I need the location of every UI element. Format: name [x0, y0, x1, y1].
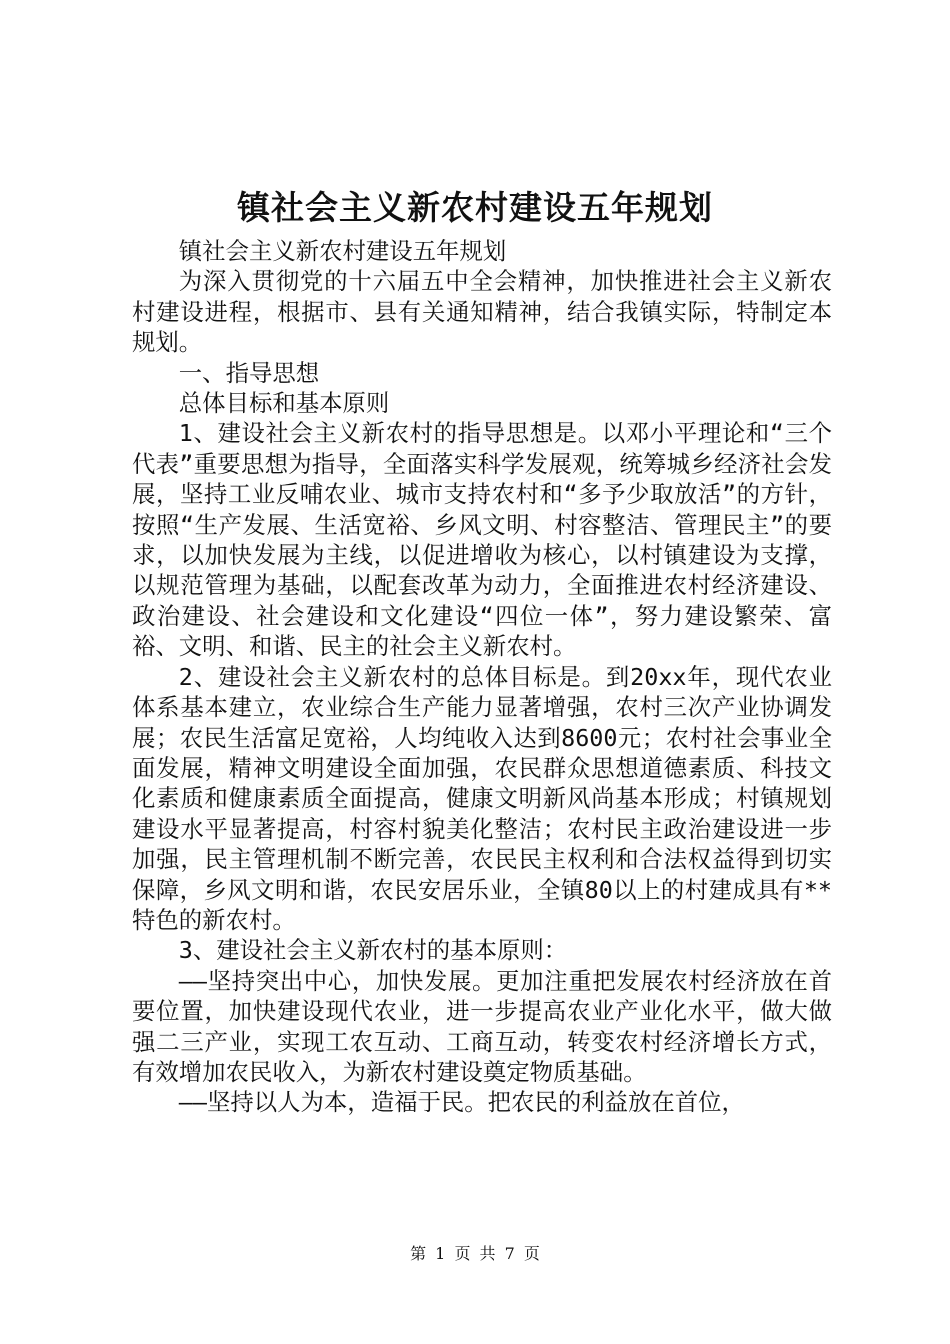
paragraph-basic-principles-heading: 3、建设社会主义新农村的基本原则： — [178, 936, 568, 965]
paragraph-subtitle: 镇社会主义新农村建设五年规划 — [178, 237, 507, 265]
section-subheading-goals-principles: 总体目标和基本原则 — [178, 389, 390, 418]
paragraph-principle-people: ——坚持以人为本，造福于民。把农民的利益放在首位， — [178, 1088, 745, 1117]
paragraph-principle-development: ——坚持突出中心，加快发展。更加注重把发展农村经济放在首要位置，加快建设现代农业，进一步提高农业产业化水平，做大做强二三产业，实现工农互动、工商互动，转变农村经济增长方式，有效增加农民收入，为新农村建设奠定物质基础。 — [132, 966, 832, 1086]
document-body — [132, 236, 832, 1118]
paragraph-intro: 为深入贯彻党的十六届五中全会精神，加快推进社会主义新农村建设进程，根据市、县有关通知精神，结合我镇实际，特制定本规划。 — [132, 267, 832, 357]
page-number-footer: 第 1 页 共 7 页 — [410, 1244, 540, 1263]
document-title: 镇社会主义新农村建设五年规划 — [237, 188, 713, 227]
paragraph-guiding-ideology: 1、建设社会主义新农村的指导思想是。以邓小平理论和“三个代表”重要思想为指导，全面落实科学发展观，统筹城乡经济社会发展，坚持工业反哺农业、城市支持农村和“多予少取放活”的方针，按照“生产发展、生活宽裕、乡风文明、村容整洁、管理民主”的要求，以加快发展为主线，以促进增收为核心，以村镇建设为支撑，以规范管理为基础，以配套改革为动力，全面推进农村经济建设、政治建设、社会建设和文化建设“四位一体”，努力建设繁荣、富裕、文明、和谐、民主的社会主义新农村。 — [132, 419, 832, 661]
section-heading-guiding-ideology: 一、指导思想 — [178, 358, 320, 387]
paragraph-overall-goal: 2、建设社会主义新农村的总体目标是。到20xx年，现代农业体系基本建立，农业综合生产能力显著增强，农村三次产业协调发展；农民生活富足宽裕，人均纯收入达到8600元；农村社会事业全面发展，精神文明建设全面加强，农民群众思想道德素质、科技文化素质和健康素质全面提高，健康文明新风尚基本形成；村镇规划建设水平显著提高，村容村貌美化整洁；农村民主政治建设进一步加强，民主管理机制不断完善，农民民主权利和合法权益得到切实保障，乡风文明和谐，农民安居乐业，全镇80以上的村建成具有**特色的新农村。 — [132, 662, 832, 934]
